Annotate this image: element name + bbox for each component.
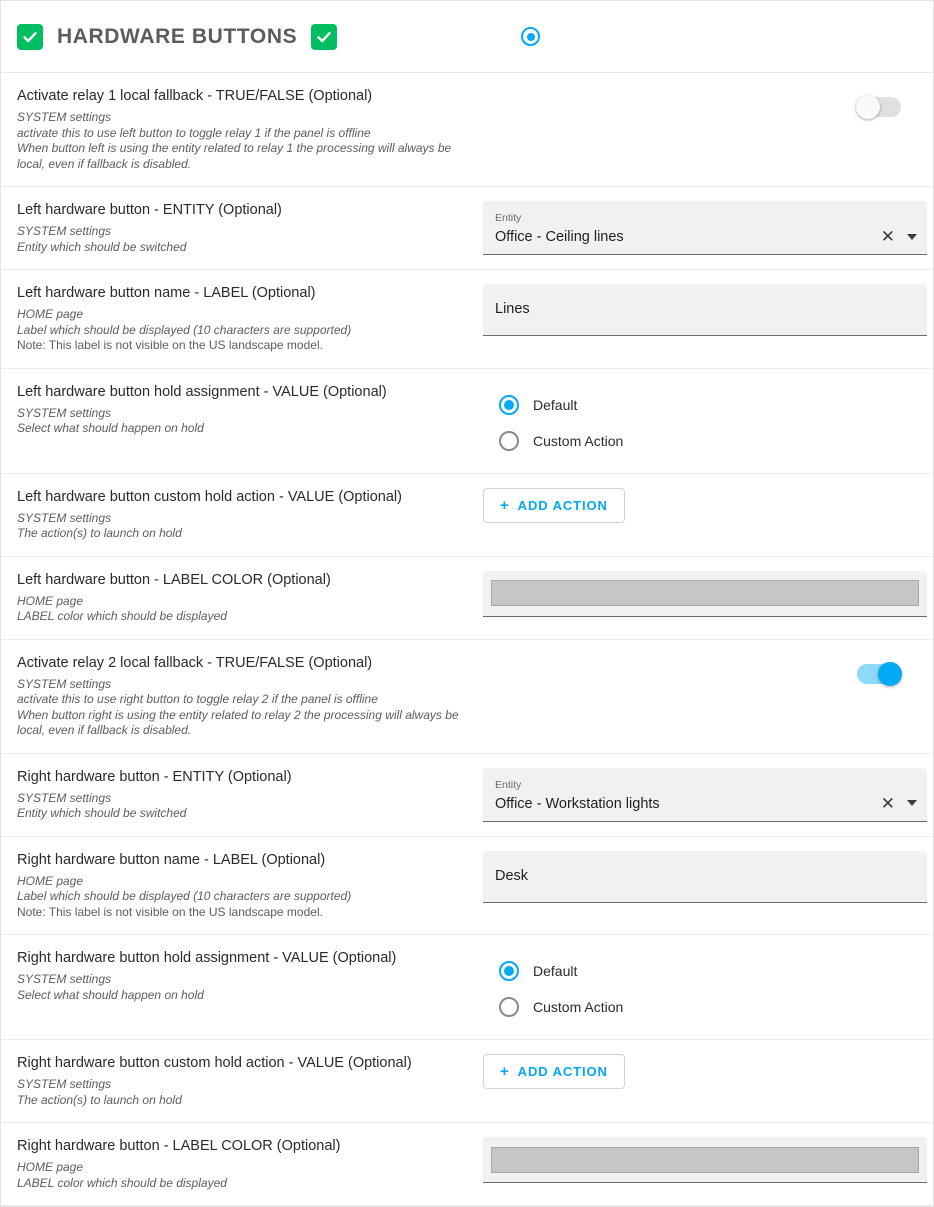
page-title: HARDWARE BUTTONS	[57, 24, 298, 48]
setting-title: Right hardware button - LABEL COLOR (Optional)	[17, 1138, 341, 1154]
setting-control	[477, 1054, 917, 1089]
radio-option-left-custom-action[interactable]	[483, 423, 623, 459]
color-swatch[interactable]	[491, 1147, 919, 1173]
setting-description	[17, 201, 477, 255]
setting-description	[17, 488, 477, 542]
setting-title: Right hardware button hold assignment - VALUE (Optional)	[17, 950, 397, 966]
entity-picker-text	[495, 212, 881, 246]
radio-icon[interactable]	[499, 997, 519, 1017]
setting-row-right-hold-assignment	[1, 935, 933, 1040]
setting-title: Right hardware button - ENTITY (Optional)	[17, 768, 292, 785]
chevron-down-icon[interactable]	[907, 234, 917, 240]
setting-desc-2: When button right is using the entity related to relay 2 the processing will always be local, even if fallback is disabled.	[17, 707, 459, 737]
setting-desc-1: LABEL color which should be displayed	[17, 609, 227, 623]
setting-desc-1: activate this to use right button to toggle relay 2 if the panel is offline	[17, 692, 378, 706]
setting-desc-1: Entity which should be switched	[17, 239, 187, 254]
setting-control	[477, 571, 927, 617]
setting-desc-1: Select what should happen on hold	[17, 987, 204, 1002]
setting-control	[477, 488, 917, 523]
setting-description	[17, 851, 477, 921]
radio-icon[interactable]	[499, 431, 519, 451]
setting-desc-2: Note: This label is not visible on the US landscape model.	[17, 904, 323, 919]
text-input-text	[495, 866, 917, 886]
toggle-knob	[856, 95, 880, 119]
toggle-relay2-fallback[interactable]	[857, 664, 901, 684]
setting-scope: SYSTEM settings	[17, 790, 112, 805]
setting-row-right-entity	[1, 754, 933, 837]
radio-icon-selected[interactable]	[499, 961, 519, 981]
checkbox-left-checked-icon[interactable]	[17, 24, 43, 50]
toggle-knob	[878, 662, 902, 686]
setting-title: Activate relay 2 local fallback - TRUE/FALSE (Optional)	[17, 654, 373, 671]
setting-desc-2: When button left is using the entity related to relay 1 the processing will always be local, even if fallback is disabled.	[17, 141, 452, 171]
setting-description	[17, 284, 477, 354]
setting-description	[17, 1054, 477, 1108]
radio-group-left-hold	[483, 383, 623, 459]
setting-scope: SYSTEM settings	[17, 1077, 112, 1091]
radio-icon-selected[interactable]	[499, 395, 519, 415]
text-input-text	[495, 299, 917, 319]
setting-desc-2: Note: This label is not visible on the US landscape model.	[17, 338, 323, 352]
setting-title: Left hardware button - LABEL COLOR (Optional)	[17, 571, 331, 588]
setting-row-right-custom-hold-action	[1, 1040, 933, 1123]
setting-desc-1: activate this to use left button to toggle relay 1 if the panel is offline	[17, 125, 371, 140]
setting-row-relay1-fallback	[1, 73, 933, 187]
setting-title: Left hardware button name - LABEL (Optional)	[17, 285, 316, 301]
radio-option-left-default[interactable]	[483, 387, 623, 423]
setting-control	[477, 654, 917, 684]
setting-row-left-entity	[1, 187, 933, 270]
text-input-right-label[interactable]	[483, 851, 927, 903]
color-picker-right-label[interactable]	[483, 1137, 927, 1183]
setting-scope: SYSTEM settings	[17, 510, 112, 525]
setting-scope: SYSTEM settings	[17, 224, 112, 238]
setting-description	[17, 383, 477, 437]
radio-label: Default	[533, 396, 578, 413]
add-action-button-left[interactable]	[483, 488, 625, 523]
clear-icon[interactable]: ✕	[880, 227, 895, 246]
setting-row-right-label-color	[1, 1123, 933, 1206]
setting-title: Left hardware button - ENTITY (Optional)	[17, 202, 282, 218]
entity-picker-right[interactable]	[483, 768, 927, 822]
radio-label: Custom Action	[533, 999, 624, 1015]
setting-row-left-label	[1, 270, 933, 369]
header-radio-selected[interactable]	[521, 27, 540, 46]
setting-control	[477, 851, 927, 903]
text-input-left-label[interactable]	[483, 284, 927, 336]
toggle-wrap	[483, 87, 917, 117]
clear-icon[interactable]: ✕	[880, 793, 895, 813]
chevron-down-icon[interactable]	[907, 800, 917, 806]
toggle-relay1-fallback[interactable]	[857, 97, 901, 117]
setting-description	[17, 87, 477, 172]
setting-control	[477, 201, 927, 255]
setting-description	[17, 768, 477, 822]
setting-desc-1: LABEL color which should be displayed	[17, 1175, 227, 1190]
setting-row-left-label-color	[1, 557, 933, 640]
setting-desc-1: Label which should be displayed (10 characters are supported)	[17, 889, 352, 903]
header-radio-wrap	[521, 27, 540, 46]
setting-title: Right hardware button name - LABEL (Optional)	[17, 851, 326, 868]
plus-icon: +	[500, 496, 510, 514]
entity-picker-text	[495, 779, 881, 813]
setting-scope: SYSTEM settings	[17, 110, 112, 124]
setting-title: Left hardware button hold assignment - VALUE (Optional)	[17, 383, 387, 400]
entity-picker-left[interactable]	[483, 201, 927, 255]
toggle-wrap	[483, 654, 917, 684]
setting-desc-1: The action(s) to launch on hold	[17, 526, 182, 540]
radio-option-right-default[interactable]	[483, 953, 623, 989]
setting-row-relay2-fallback	[1, 640, 933, 754]
setting-description	[17, 949, 477, 1003]
field-label: Entity	[495, 778, 522, 791]
field-icons	[881, 228, 917, 246]
setting-scope: HOME page	[17, 593, 84, 608]
setting-scope: HOME page	[17, 873, 84, 888]
setting-control	[477, 768, 927, 822]
setting-desc-1: Select what should happen on hold	[17, 421, 204, 435]
setting-desc-1: Label which should be displayed (10 characters are supported)	[17, 322, 352, 337]
add-action-button-right[interactable]	[483, 1054, 625, 1089]
setting-row-right-label	[1, 837, 933, 936]
setting-title: Right hardware button custom hold action - VALUE (Optional)	[17, 1055, 412, 1071]
setting-scope: HOME page	[17, 307, 84, 321]
add-action-label: ADD ACTION	[517, 497, 608, 513]
setting-row-left-custom-hold-action	[1, 474, 933, 557]
setting-scope: SYSTEM settings	[17, 676, 112, 691]
setting-control	[477, 1137, 927, 1183]
setting-scope: SYSTEM settings	[17, 405, 112, 420]
setting-desc-1: Entity which should be switched	[17, 806, 187, 820]
setting-control	[477, 284, 927, 336]
add-action-label: ADD ACTION	[517, 1064, 608, 1079]
setting-scope: HOME page	[17, 1160, 84, 1174]
setting-scope: SYSTEM settings	[17, 972, 112, 986]
color-picker-left-label[interactable]	[483, 571, 927, 617]
setting-control	[477, 383, 917, 459]
setting-description	[17, 1137, 477, 1191]
radio-option-right-custom-action[interactable]	[483, 989, 623, 1025]
field-value: Office - Ceiling lines	[495, 229, 624, 245]
setting-description	[17, 571, 477, 625]
radio-label: Custom Action	[533, 432, 624, 449]
field-value: Lines	[495, 301, 530, 317]
setting-description	[17, 654, 477, 739]
setting-desc-1: The action(s) to launch on hold	[17, 1092, 182, 1107]
field-value: Desk	[495, 867, 529, 884]
radio-label: Default	[533, 963, 578, 979]
section-header	[1, 1, 933, 73]
setting-row-left-hold-assignment	[1, 369, 933, 474]
setting-title: Activate relay 1 local fallback - TRUE/FALSE (Optional)	[17, 88, 373, 104]
field-label: Entity	[495, 212, 522, 224]
plus-icon: +	[500, 1063, 510, 1080]
field-icons	[881, 795, 917, 813]
checkbox-right-checked-icon[interactable]	[311, 24, 337, 50]
field-value: Office - Workstation lights	[495, 795, 660, 812]
setting-control	[477, 949, 917, 1025]
setting-control	[477, 87, 917, 117]
setting-title: Left hardware button custom hold action - VALUE (Optional)	[17, 488, 402, 505]
radio-group-right-hold	[483, 949, 623, 1025]
color-swatch[interactable]	[491, 580, 919, 606]
